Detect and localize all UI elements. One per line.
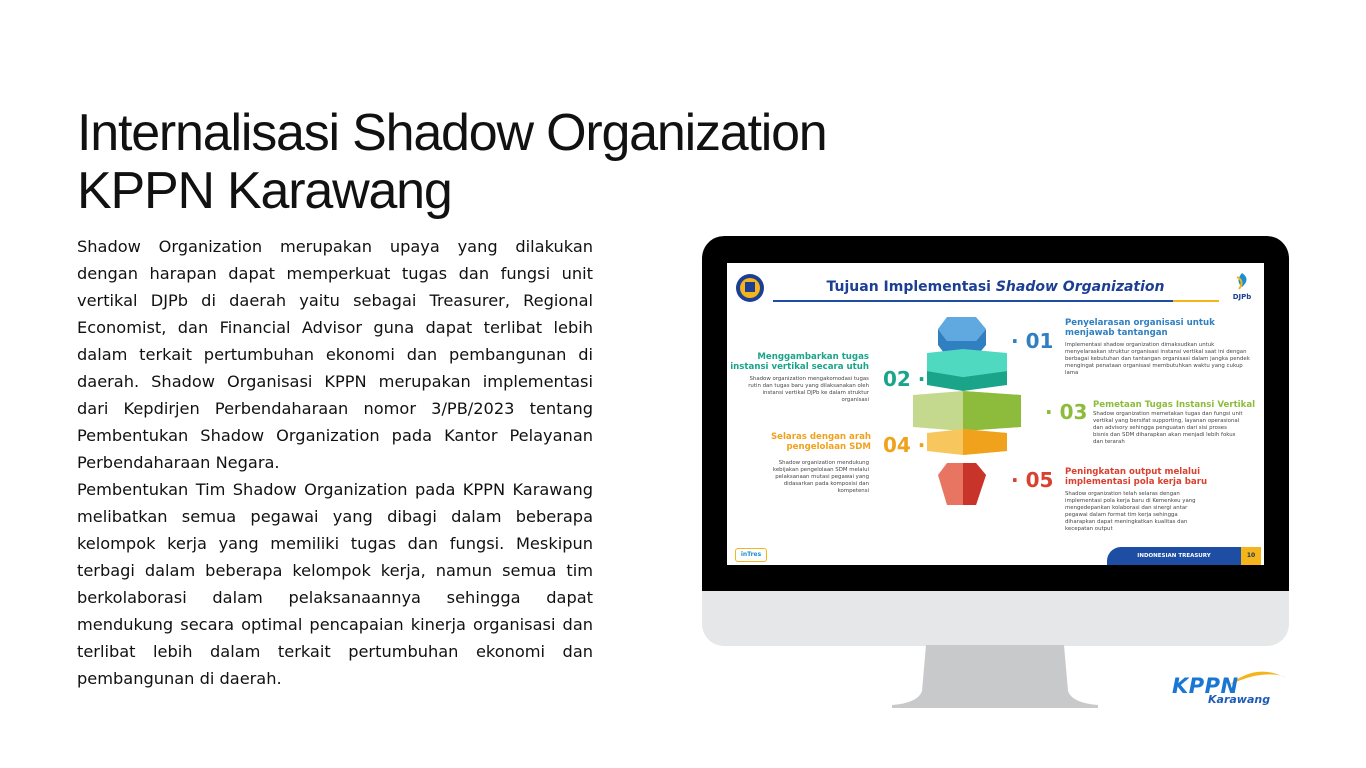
- item-02-description: Shadow organization mengakomodasi tugas rutin dan tugas baru yang dilaksanakan oleh instansi vertikal DJPb ke dalam struktur organisasi: [748, 376, 869, 403]
- item-03-num: 03: [1059, 400, 1088, 424]
- item-02-num: 02: [883, 367, 911, 391]
- slide-title-italic: Shadow Organization: [995, 279, 1165, 295]
- hex-stack-graphic: [913, 315, 1023, 510]
- slide-title-prefix: Tujuan Implementasi: [826, 279, 996, 295]
- monitor-stand: [892, 645, 1098, 708]
- djpb-logo-label: DJPb: [1232, 293, 1252, 301]
- item-number-05: · 05: [1011, 468, 1054, 492]
- item-02-heading: Menggambarkan tugas instansi vertikal secara utuh: [730, 352, 869, 372]
- item-04-description: Shadow organization mendukung kebijakan pengelolaan SDM melalui pelaksanaan mutasi pegawai yang didasarkan pada komposisi dan kompetensi: [772, 460, 869, 494]
- item-number-01: · 01: [1011, 329, 1054, 353]
- paragraph-1: Shadow Organization merupakan upaya yang dilakukan dengan harapan dapat memperkuat tugas dan fungsi unit vertikal DJPb di daerah yaitu sebagai Treasurer, Regional Economist, dan Financial Advisor guna dapat terlibat lebih dalam terkait pertumbuhan ekonomi dan pembangunan di daerah. Shadow Organisasi KPPN merupakan implementasi dari Kepdirjen Perbendaharaan nomor 3/PB/2023 tentang Pembentukan Shadow Organization pada Kantor Pelayanan Perbendaharaan Negara.: [77, 237, 593, 472]
- page-title: Internalisasi Shadow Organization KPPN Karawang: [77, 104, 827, 220]
- slide-page-number: 10: [1241, 547, 1261, 565]
- item-05-description: Shadow organization telah selaras dengan implementasi pola kerja baru di Kemenkeu yang mengedepankan kolaborasi dan sinergi antar pegawai dalam format tim kerja sehingga diharapkan dapat meningkatkan kualitas dan kecepatan output: [1065, 491, 1196, 532]
- item-number-03: · 03: [1045, 400, 1088, 424]
- item-01-heading: Penyelarasan organisasi untuk menjawab tantangan: [1065, 318, 1215, 338]
- body-text: [77, 233, 593, 692]
- item-number-02: 02 ·: [883, 367, 926, 391]
- djpb-logo: [1225, 271, 1259, 305]
- title-underline-gold: [1173, 300, 1219, 302]
- paragraph-2: Pembentukan Tim Shadow Organization pada KPPN Karawang melibatkan semua pegawai yang dibagi dalam beberapa kelompok kerja yang memiliki tugas dan fungsi. Meskipun terbagi dalam beberapa kelompok kerja, namun semua tim berkolaborasi dalam pelaksanaannya sehingga dapat mendukung secara optimal pencapaian kinerja organisasi dan terlibat lebih dalam terkait pertumbuhan ekonomi dan pembangunan di daerah.: [77, 480, 593, 688]
- kppn-logo-subtext: Karawang: [1208, 693, 1271, 706]
- item-04-num: 04: [883, 433, 911, 457]
- item-04-heading: Selaras dengan arah pengelolaan SDM: [770, 432, 871, 452]
- title-underline-blue: [773, 300, 1173, 302]
- item-05-num: 05: [1025, 468, 1054, 492]
- item-01-num: 01: [1025, 329, 1054, 353]
- item-03-description: Shadow organization memetakan tugas dan fungsi unit vertikal yang bersifat supporting, layanan operasional dan advisory sehingga penguatan dari sisi proses bisnis dan SDM diharapkan akan menjadi lebih fokus dan terarah: [1093, 411, 1243, 445]
- slide-title: [727, 279, 1264, 295]
- embedded-slide: [727, 263, 1264, 565]
- slide-footer-label: INDONESIAN TREASURY: [1107, 547, 1241, 565]
- item-number-04: 04 ·: [883, 433, 926, 457]
- kppn-logo-text: KPPN: [1172, 674, 1239, 698]
- item-01-description: Implementasi shadow organization dimaksudkan untuk menyelaraskan struktur organisasi instansi vertikal saat ini dengan berbagai kebutuhan dan tantangan organisasi dalam jangka pendek mengingat penataan organisasi membutuhkan waktu yang cukup lama: [1065, 342, 1250, 376]
- item-03-heading: Pemetaan Tugas Instansi Vertikal: [1093, 400, 1256, 410]
- djpb-logo-icon: [1225, 271, 1259, 293]
- item-05-heading: Peningkatan output melalui implementasi pola kerja baru: [1065, 467, 1208, 487]
- intres-logo: inTres: [735, 548, 767, 562]
